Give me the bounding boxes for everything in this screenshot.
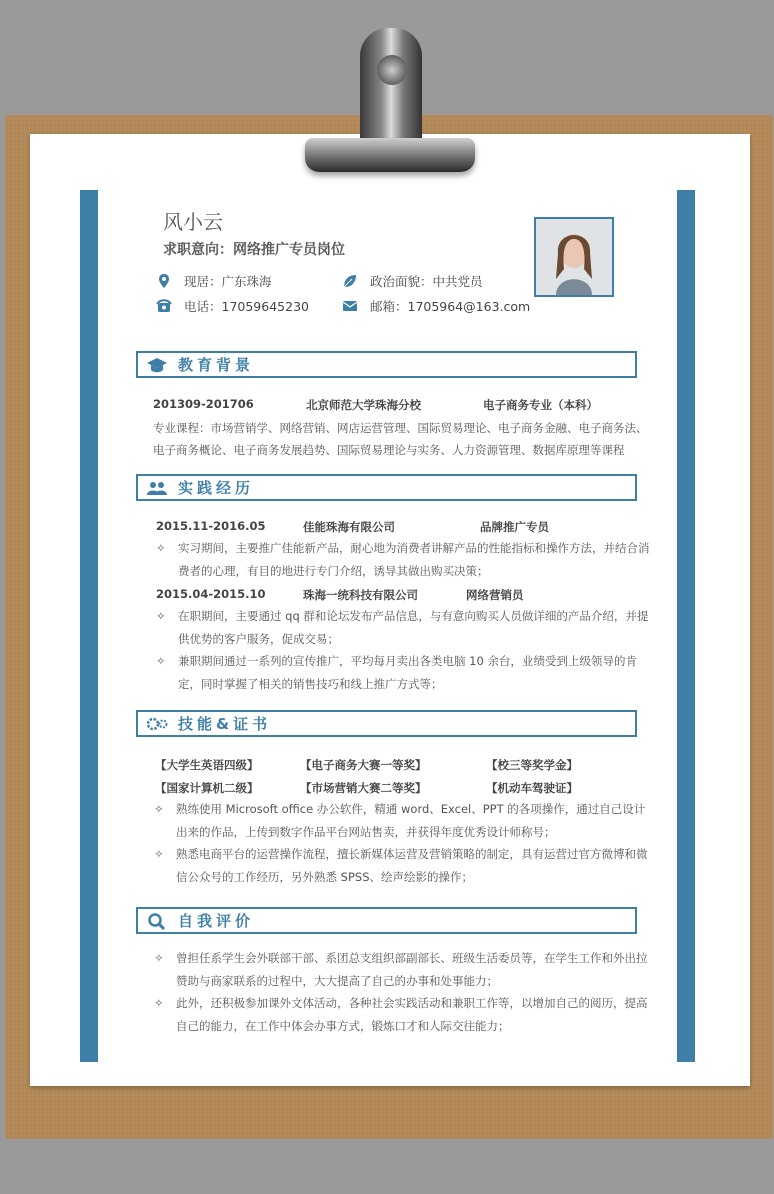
diamond-bullet-icon: ✧ [154, 802, 164, 816]
diamond-bullet-icon: ✧ [156, 609, 166, 623]
cert-item: 【大学生英语四级】 [155, 758, 259, 772]
self-bullet-1 [154, 947, 651, 993]
portrait-icon [536, 219, 612, 295]
bullet-text: 曾担任系学生会外联部干部、系团总支组织部副部长、班级生活委员等，在学生工作和外出拉赞助与商家联系的过程中，大大提高了自己的办事和处事能力； [176, 951, 648, 988]
section-self-evaluation [136, 907, 637, 934]
section-title: 技能&证书 [178, 715, 272, 733]
job-intent: 求职意向：网络推广专员岗位 [163, 242, 345, 258]
politics-text: 政治面貌：中共党员 [370, 274, 483, 289]
edu-major: 电子商务专业（本科） [483, 398, 598, 412]
job1-role: 品牌推广专员 [480, 520, 549, 534]
email-text: 邮箱：1705964@163.com [370, 299, 531, 314]
residence-row [156, 272, 272, 290]
search-icon [146, 912, 168, 930]
gears-icon [146, 715, 168, 733]
diamond-bullet-icon: ✧ [154, 996, 164, 1010]
job1-period: 2015.11-2016.05 [156, 519, 266, 533]
section-practice [136, 474, 637, 501]
job1-company: 佳能珠海有限公司 [303, 520, 395, 534]
section-title: 实践经历 [178, 479, 255, 497]
bullet-text: 熟练使用 Microsoft office 办公软件，精通 word、Excel、PPT 的各项操作，通过自己设计出来的作品，上传到数字作品平台网站售卖，并获得年度优秀设计师称号； [176, 802, 646, 839]
self-bullet-2 [154, 992, 651, 1038]
cert-item: 【国家计算机二级】 [155, 781, 259, 795]
edu-period: 201309-201706 [153, 397, 254, 411]
cert-item: 【机动车驾驶证】 [486, 781, 578, 795]
clip-base [305, 138, 475, 172]
avatar [534, 217, 614, 297]
people-icon [146, 479, 168, 497]
bullet-text: 熟悉电商平台的运营操作流程，擅长新媒体运营及营销策略的制定，具有运营过官方微博和微信公众号的工作经历，另外熟悉 SPSS、绘声绘影的操作； [176, 847, 648, 884]
graduation-cap-icon [146, 356, 168, 374]
phone-row [156, 297, 309, 315]
bullet-text: 此外，还积极参加课外文体活动，各种社会实践活动和兼职工作等，以增加自己的阅历，提高自己的能力，在工作中体会办事方式，锻炼口才和人际交往能力； [176, 996, 648, 1033]
edu-courses-2: 电子商务概论、电子商务发展趋势、国际贸易理论与实务、人力资源管理、数据库原理等课程 [153, 443, 625, 457]
cert-item: 【电子商务大赛一等奖】 [300, 758, 427, 772]
phone-icon [156, 298, 172, 314]
skills-bullet-2 [154, 843, 651, 889]
right-accent-bar [677, 190, 695, 1062]
job2-role: 网络营销员 [466, 588, 524, 602]
job2-company: 珠海一统科技有限公司 [303, 588, 418, 602]
cert-item: 【市场营销大赛二等奖】 [300, 781, 427, 795]
clip-icon [360, 28, 422, 143]
clip-hole [377, 55, 407, 85]
location-icon [156, 273, 172, 289]
section-title: 自我评价 [178, 912, 255, 930]
phone-text: 电话：17059645230 [184, 299, 309, 314]
bullet-text: 实习期间，主要推广佳能新产品，耐心地为消费者讲解产品的性能指标和操作方法，并结合消费者的心理，有目的地进行专门介绍，诱导其做出购买决策； [178, 541, 650, 578]
section-education [136, 351, 637, 378]
diamond-bullet-icon: ✧ [156, 654, 166, 668]
leaf-icon [342, 273, 358, 289]
left-accent-bar [80, 190, 98, 1062]
section-title: 教育背景 [178, 356, 255, 374]
job2-bullet-2 [156, 650, 653, 696]
person-name: 风小云 [163, 210, 223, 234]
bullet-text: 在职期间，主要通过 qq 群和论坛发布产品信息，与有意向购买人员做详细的产品介绍，并提供优势的客户服务，促成交易； [178, 609, 649, 646]
job2-bullet-1 [156, 605, 653, 651]
edu-courses-1: 专业课程：市场营销学、网络营销、网店运营管理、国际贸易理论、电子商务金融、电子商务法、 [153, 421, 648, 435]
residence-text: 现居：广东珠海 [184, 274, 272, 289]
job2-period: 2015.04-2015.10 [156, 587, 266, 601]
cert-item: 【校三等奖学金】 [486, 758, 578, 772]
bullet-text: 兼职期间通过一系列的宣传推广，平均每月卖出各类电脑 10 余台，业绩受到上级领导的肯定，同时掌握了相关的销售技巧和线上推广方式等； [178, 654, 637, 691]
job1-bullet-1 [156, 537, 653, 583]
diamond-bullet-icon: ✧ [154, 951, 164, 965]
section-skills [136, 710, 637, 737]
diamond-bullet-icon: ✧ [156, 541, 166, 555]
mail-icon [342, 298, 358, 314]
politics-row [342, 272, 483, 290]
skills-bullet-1 [154, 798, 651, 844]
diamond-bullet-icon: ✧ [154, 847, 164, 861]
email-row [342, 297, 530, 315]
edu-school: 北京师范大学珠海分校 [306, 398, 421, 412]
